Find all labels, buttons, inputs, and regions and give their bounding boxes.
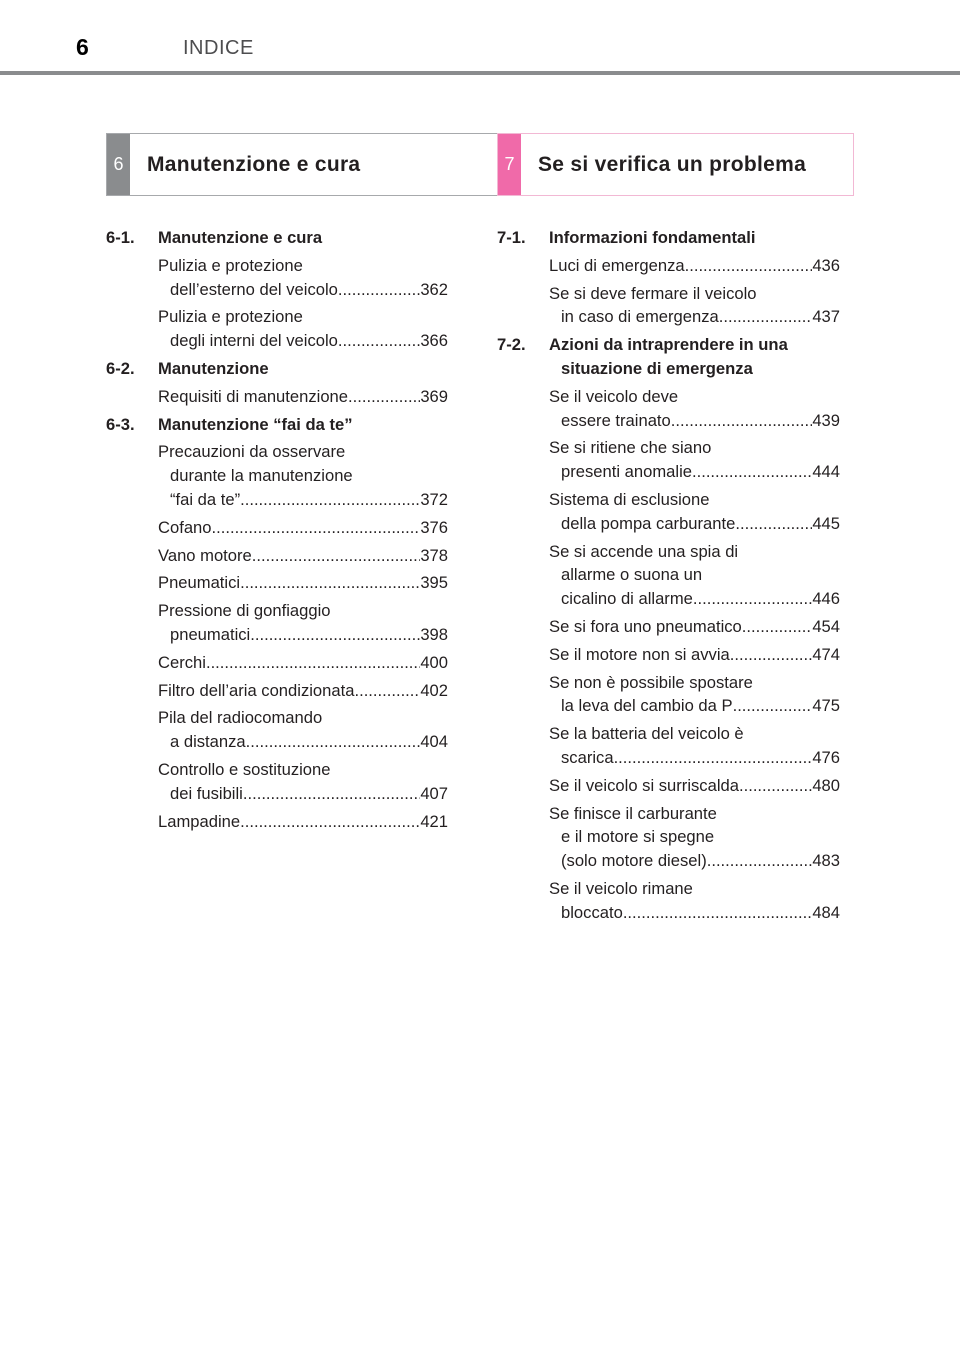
section-title <box>549 226 840 250</box>
entry-text-line: Se si ritiene che siano <box>549 438 712 458</box>
section-number: 6-2. <box>106 358 135 378</box>
page-reference: 484 <box>812 902 840 922</box>
entry-text-line: Se il motore non si avvia <box>549 644 730 664</box>
dot-leader <box>692 460 812 484</box>
dot-leader <box>240 571 420 595</box>
toc-entry[interactable] <box>158 440 448 511</box>
toc-entry[interactable] <box>158 758 448 806</box>
section-title <box>158 413 448 437</box>
toc-entry[interactable] <box>158 254 448 302</box>
entry-text-line: Se il veicolo rimane <box>549 878 693 898</box>
dot-leader <box>719 305 813 329</box>
page-reference: 376 <box>420 517 448 537</box>
toc-entry[interactable] <box>549 877 840 925</box>
page-reference: 404 <box>420 732 448 752</box>
entry-text-line: bloccato <box>561 902 623 922</box>
table-of-contents <box>106 222 448 833</box>
dot-leader <box>742 615 813 639</box>
page-reference: 475 <box>812 696 840 716</box>
page-reference: 483 <box>812 851 840 871</box>
toc-section-heading[interactable] <box>106 357 448 381</box>
page-reference: 395 <box>420 573 448 593</box>
entry-last-line <box>158 730 448 754</box>
header-divider <box>0 71 960 75</box>
page-reference: 366 <box>420 331 448 351</box>
entry-text-line: Se si deve fermare il veicolo <box>549 283 757 303</box>
section-title-line: Informazioni fondamentali <box>549 228 756 247</box>
toc-entry[interactable] <box>549 282 840 330</box>
entry-text-line: Cofano <box>158 517 212 537</box>
entry-text-line: Pulizia e protezione <box>158 255 303 275</box>
chapter-7 <box>497 133 890 922</box>
dot-leader <box>206 651 420 675</box>
page-reference: 402 <box>420 680 448 700</box>
page-reference: 407 <box>420 783 448 803</box>
dot-leader <box>733 694 813 718</box>
section-title-line: Manutenzione <box>158 358 269 378</box>
entry-last-line <box>158 651 448 675</box>
section-number: 7-2. <box>497 335 526 355</box>
entry-last-line <box>158 488 448 512</box>
page-reference: 372 <box>420 489 448 509</box>
page-reference: 378 <box>420 545 448 565</box>
section-title <box>158 226 448 250</box>
entry-text-line: in caso di emergenza <box>561 307 719 327</box>
entry-text-line: Se la batteria del veicolo è <box>549 724 744 744</box>
dot-leader <box>671 409 813 433</box>
entry-text-line: Pressione di gonfiaggio <box>158 601 331 621</box>
dot-leader <box>250 623 420 647</box>
entry-last-line <box>549 746 840 770</box>
section-title <box>549 333 840 381</box>
toc-entry[interactable] <box>158 810 448 834</box>
toc-entry[interactable] <box>549 540 840 611</box>
page-reference: 474 <box>812 644 840 664</box>
page-header <box>0 0 960 76</box>
entry-text-line: Lampadine <box>158 811 241 831</box>
toc-section-heading[interactable] <box>497 333 840 381</box>
entry-text-line: la leva del cambio da P <box>561 696 733 716</box>
dot-leader <box>348 385 420 409</box>
entry-last-line <box>158 544 448 568</box>
entry-text-line: Controllo e sostituzione <box>158 759 331 779</box>
toc-entry[interactable] <box>549 436 840 484</box>
dot-leader <box>240 488 420 512</box>
entry-text-line: cicalino di allarme <box>561 589 693 609</box>
dot-leader <box>735 512 812 536</box>
header-title: INDICE <box>183 37 254 59</box>
page-reference: 369 <box>420 386 448 406</box>
chapter-6 <box>106 133 499 831</box>
page-reference: 444 <box>812 462 840 482</box>
page-reference: 400 <box>420 652 448 672</box>
entry-text-line: Sistema di esclusione <box>549 489 710 509</box>
section-title-line: situazione di emergenza <box>561 358 753 378</box>
entry-text-line: Pneumatici <box>158 573 241 593</box>
dot-leader <box>693 587 812 611</box>
page-reference: 454 <box>812 616 840 636</box>
entry-text-line: Se non è possibile spostare <box>549 672 753 692</box>
entry-text-line: (solo motore diesel) <box>561 851 707 871</box>
toc-entry[interactable] <box>549 802 840 873</box>
entry-text-line: Vano motore <box>158 545 252 565</box>
toc-entry[interactable] <box>158 651 448 675</box>
entry-text-line: Se il veicolo deve <box>549 386 679 406</box>
entry-last-line <box>158 516 448 540</box>
section-number: 6-1. <box>106 228 135 247</box>
entry-last-line <box>549 643 840 667</box>
page-reference: 362 <box>420 279 448 299</box>
entry-text-line: e il motore si spegne <box>561 827 715 847</box>
entry-last-line <box>549 460 840 484</box>
chapter-title: Se si verifica un problema <box>538 152 807 176</box>
entry-text-line: Cerchi <box>158 652 206 672</box>
entry-last-line <box>158 571 448 595</box>
entry-last-line <box>549 512 840 536</box>
chapter-number-tab: 6 <box>107 134 130 195</box>
section-title-line: Manutenzione “fai da te” <box>158 414 353 434</box>
dot-leader <box>614 746 813 770</box>
entry-last-line <box>158 329 448 353</box>
entry-text-line: Pila del radiocomando <box>158 708 323 728</box>
dot-leader <box>338 278 420 302</box>
page-reference: 446 <box>812 589 840 609</box>
entry-last-line <box>158 782 448 806</box>
dot-leader <box>707 849 813 873</box>
entry-last-line <box>549 901 840 925</box>
entry-last-line <box>549 409 840 433</box>
chapter-header <box>106 133 499 196</box>
toc-entry[interactable] <box>549 385 840 433</box>
section-title-line: Azioni da intraprendere in una <box>549 335 788 355</box>
page-reference: 421 <box>420 811 448 831</box>
toc-entry[interactable] <box>549 643 840 667</box>
section-number: 6-3. <box>106 414 135 434</box>
table-of-contents <box>497 222 840 925</box>
entry-last-line <box>158 385 448 409</box>
toc-entry[interactable] <box>549 615 840 639</box>
toc-entry[interactable] <box>549 488 840 536</box>
entry-last-line <box>549 774 840 798</box>
entry-text-line: Precauzioni da osservare <box>158 442 346 462</box>
toc-entry[interactable] <box>549 774 840 798</box>
entry-text-line: Se si fora uno pneumatico <box>549 616 742 636</box>
entry-last-line <box>549 615 840 639</box>
dot-leader <box>338 329 420 353</box>
entry-last-line <box>158 679 448 703</box>
dot-leader <box>730 643 813 667</box>
page-reference: 398 <box>420 624 448 644</box>
toc-entry[interactable] <box>158 599 448 647</box>
entry-text-line: dell’esterno del veicolo <box>170 279 338 299</box>
page-reference: 476 <box>812 747 840 767</box>
entry-text-line: durante la manutenzione <box>170 466 353 486</box>
entry-last-line <box>549 254 840 278</box>
toc-entry[interactable] <box>158 679 448 703</box>
dot-leader <box>243 782 420 806</box>
entry-text-line: Requisiti di manutenzione <box>158 386 349 406</box>
entry-text-line: Luci di emergenza <box>549 255 685 275</box>
dot-leader <box>623 901 813 925</box>
dot-leader <box>246 730 421 754</box>
entry-text-line: allarme o suona un <box>561 565 703 585</box>
entry-text-line: Pulizia e protezione <box>158 307 303 327</box>
page-reference: 436 <box>812 255 840 275</box>
entry-last-line <box>549 587 840 611</box>
entry-last-line <box>158 278 448 302</box>
section-number: 7-1. <box>497 228 526 247</box>
entry-last-line <box>549 305 840 329</box>
entry-text-line: Se si accende una spia di <box>549 541 739 561</box>
toc-entry[interactable] <box>158 516 448 540</box>
toc-entry[interactable] <box>549 254 840 278</box>
entry-text-line: “fai da te” <box>170 489 241 509</box>
dot-leader <box>252 544 421 568</box>
toc-entry[interactable] <box>549 722 840 770</box>
toc-entry[interactable] <box>549 671 840 719</box>
entry-last-line <box>549 694 840 718</box>
entry-last-line <box>549 849 840 873</box>
toc-entry[interactable] <box>158 385 448 409</box>
entry-text-line: Filtro dell’aria condizionata <box>158 680 355 700</box>
entry-last-line <box>158 623 448 647</box>
toc-entry[interactable] <box>158 544 448 568</box>
page-number: 6 <box>76 34 89 60</box>
entry-text-line: della pompa carburante <box>561 513 736 533</box>
dot-leader <box>685 254 813 278</box>
chapter-header <box>497 133 854 196</box>
page-reference: 480 <box>812 775 840 795</box>
entry-text-line: presenti anomalie <box>561 462 692 482</box>
entry-text-line: Se il veicolo si surriscalda <box>549 775 739 795</box>
entry-text-line: essere trainato <box>561 410 671 430</box>
entry-text-line: dei fusibili <box>170 783 243 803</box>
dot-leader <box>240 810 420 834</box>
toc-entry[interactable] <box>158 706 448 754</box>
chapter-number-tab: 7 <box>498 134 521 195</box>
dot-leader <box>212 516 421 540</box>
toc-section-heading[interactable] <box>106 226 448 250</box>
page-reference: 445 <box>812 513 840 533</box>
toc-section-heading[interactable] <box>497 226 840 250</box>
section-title <box>158 357 448 381</box>
entry-text-line: Se finisce il carburante <box>549 803 717 823</box>
section-title-line: Manutenzione e cura <box>158 228 323 247</box>
dot-leader <box>739 774 812 798</box>
page-reference: 439 <box>812 410 840 430</box>
toc-entry[interactable] <box>158 571 448 595</box>
entry-text-line: degli interni del veicolo <box>170 331 338 351</box>
chapter-title: Manutenzione e cura <box>147 152 361 176</box>
entry-last-line <box>158 810 448 834</box>
entry-text-line: scarica <box>561 747 614 767</box>
dot-leader <box>354 679 420 703</box>
entry-text-line: pneumatici <box>170 624 251 644</box>
toc-section-heading[interactable] <box>106 413 448 437</box>
toc-entry[interactable] <box>158 305 448 353</box>
entry-text-line: a distanza <box>170 732 246 752</box>
page-reference: 437 <box>812 307 840 327</box>
